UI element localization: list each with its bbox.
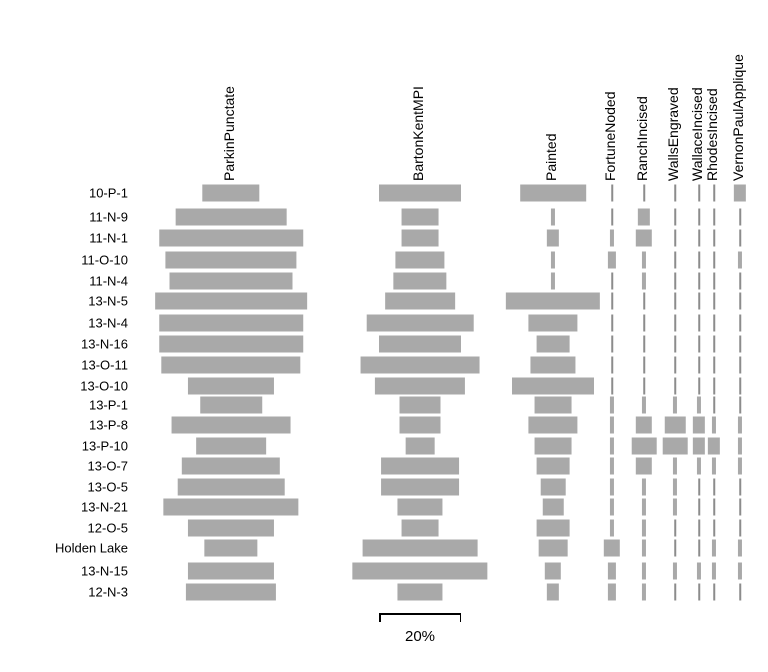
- bar: [202, 185, 259, 202]
- bar: [611, 209, 613, 226]
- bar: [713, 397, 715, 414]
- bar: [537, 520, 570, 537]
- bar: [636, 417, 652, 434]
- bar: [738, 458, 742, 475]
- bar: [642, 273, 646, 290]
- row-label-13-n-4: 13-N-4: [88, 315, 128, 331]
- row-label-13-n-16: 13-N-16: [81, 336, 128, 352]
- bar: [642, 397, 646, 414]
- bar: [697, 397, 701, 414]
- row-label-10-p-1: 10-P-1: [88, 185, 128, 201]
- bar: [712, 563, 716, 580]
- bar: [530, 357, 575, 374]
- bar: [698, 499, 700, 516]
- bar: [610, 417, 614, 434]
- bar: [673, 499, 677, 516]
- bar: [528, 315, 577, 332]
- bar: [352, 563, 487, 580]
- bar: [739, 357, 741, 374]
- bar: [674, 584, 676, 601]
- bar: [739, 230, 741, 247]
- scale-bar: [379, 613, 461, 623]
- bar: [713, 185, 715, 202]
- bar: [738, 417, 742, 434]
- bar: [547, 230, 559, 247]
- bar: [512, 378, 594, 395]
- bar: [738, 252, 742, 269]
- bar: [739, 336, 741, 353]
- bar: [698, 315, 700, 332]
- bar: [159, 230, 303, 247]
- bar: [674, 315, 676, 332]
- bar: [165, 252, 296, 269]
- bar: [713, 252, 715, 269]
- bar: [739, 584, 741, 601]
- bar: [632, 438, 657, 455]
- bar: [739, 209, 741, 226]
- bar: [375, 378, 465, 395]
- bar: [176, 209, 287, 226]
- bar: [611, 336, 613, 353]
- bar: [172, 417, 291, 434]
- bar: [506, 293, 600, 310]
- bar: [636, 230, 652, 247]
- bar: [698, 336, 700, 353]
- row-label-13-n-15: 13-N-15: [81, 563, 128, 579]
- bar: [363, 540, 478, 557]
- bar: [698, 185, 700, 202]
- bar: [698, 584, 700, 601]
- bar: [674, 273, 676, 290]
- row-label-13-o-11: 13-O-11: [81, 357, 128, 373]
- bar: [713, 584, 715, 601]
- bar: [698, 230, 700, 247]
- bar: [738, 540, 742, 557]
- bar: [537, 458, 570, 475]
- row-label-13-o-7: 13-O-7: [87, 458, 128, 474]
- bar: [642, 499, 646, 516]
- bar: [155, 293, 307, 310]
- bar: [673, 479, 677, 496]
- bar: [610, 397, 614, 414]
- bar: [713, 230, 715, 247]
- column-header-bartonkentmpi: BartonKentMPI: [410, 86, 426, 181]
- bar: [610, 520, 614, 537]
- bar: [163, 499, 298, 516]
- bar: [674, 209, 676, 226]
- bar: [182, 458, 280, 475]
- bar: [385, 293, 455, 310]
- bar: [397, 584, 442, 601]
- scale-cap-left: [379, 613, 381, 622]
- bar: [739, 378, 741, 395]
- bar: [610, 458, 614, 475]
- row-labels: [0, 0, 128, 672]
- bar: [739, 273, 741, 290]
- bar: [739, 499, 741, 516]
- bar: [739, 520, 741, 537]
- scale-label: 20%: [404, 628, 436, 645]
- bar: [539, 540, 568, 557]
- bar: [665, 417, 686, 434]
- bar: [161, 357, 300, 374]
- row-label-11-n-4: 11-N-4: [89, 273, 128, 289]
- bar: [400, 417, 441, 434]
- bar: [739, 397, 741, 414]
- bar: [381, 479, 459, 496]
- bar: [698, 209, 700, 226]
- bar: [693, 417, 705, 434]
- bar: [608, 584, 616, 601]
- bar: [611, 357, 613, 374]
- bar: [674, 336, 676, 353]
- bar: [713, 357, 715, 374]
- bar: [693, 438, 705, 455]
- row-label-13-p-1: 13-P-1: [88, 397, 128, 413]
- bar: [196, 438, 266, 455]
- bar: [537, 336, 570, 353]
- bar: [713, 315, 715, 332]
- bar: [188, 520, 274, 537]
- bar: [643, 293, 645, 310]
- bar: [674, 357, 676, 374]
- bar: [642, 584, 646, 601]
- bar: [379, 185, 461, 202]
- column-header-parkinpunctate: ParkinPunctate: [221, 86, 237, 181]
- row-label-holden-lake: Holden Lake: [55, 540, 128, 556]
- bar: [708, 438, 720, 455]
- bar: [638, 209, 650, 226]
- bar: [674, 540, 676, 557]
- bar: [674, 252, 676, 269]
- bar: [674, 230, 676, 247]
- bar: [367, 315, 474, 332]
- bar: [611, 293, 613, 310]
- row-label-13-o-10: 13-O-10: [80, 378, 128, 394]
- bar: [713, 499, 715, 516]
- scale-cap-right: [460, 613, 462, 622]
- bar: [713, 479, 715, 496]
- bar: [642, 540, 646, 557]
- bar: [541, 479, 566, 496]
- bar: [673, 397, 677, 414]
- bar: [604, 540, 620, 557]
- bar: [643, 185, 645, 202]
- column-header-fortunenoded: FortuneNoded: [602, 91, 618, 181]
- bar: [698, 252, 700, 269]
- row-label-13-n-21: 13-N-21: [81, 499, 128, 515]
- column-header-painted: Painted: [543, 133, 559, 181]
- bar: [520, 185, 586, 202]
- bar: [402, 209, 439, 226]
- bar: [712, 458, 716, 475]
- bar: [698, 293, 700, 310]
- bar: [551, 209, 555, 226]
- bar: [543, 499, 564, 516]
- bar: [643, 315, 645, 332]
- bar: [698, 520, 700, 537]
- bar: [159, 315, 303, 332]
- row-label-13-o-5: 13-O-5: [87, 479, 128, 495]
- bar: [674, 293, 676, 310]
- bar: [642, 479, 646, 496]
- bar: [611, 185, 613, 202]
- row-label-11-n-9: 11-N-9: [89, 209, 128, 225]
- bar: [734, 185, 746, 202]
- bar: [713, 209, 715, 226]
- bar: [674, 185, 676, 202]
- bar: [673, 458, 677, 475]
- bar: [697, 458, 701, 475]
- bar: [610, 499, 614, 516]
- bar: [739, 293, 741, 310]
- bar: [393, 273, 446, 290]
- column-header-vernonpaulapplique: VernonPaulApplique: [730, 54, 746, 181]
- bar: [395, 252, 444, 269]
- bar: [642, 563, 646, 580]
- bar: [713, 336, 715, 353]
- bar: [674, 520, 676, 537]
- bar: [535, 438, 572, 455]
- bar: [551, 252, 555, 269]
- column-header-rhodesincised: RhodesIncised: [704, 88, 720, 181]
- bar: [381, 458, 459, 475]
- bar: [697, 563, 701, 580]
- column-header-ranchincised: RanchIncised: [634, 96, 650, 181]
- bar: [738, 438, 742, 455]
- row-label-11-n-1: 11-N-1: [89, 230, 128, 246]
- bar: [610, 479, 614, 496]
- bar: [608, 563, 616, 580]
- bar: [186, 584, 276, 601]
- row-label-13-p-10: 13-P-10: [81, 438, 128, 454]
- bar: [400, 397, 441, 414]
- bar: [739, 315, 741, 332]
- row-label-13-p-8: 13-P-8: [88, 417, 128, 433]
- bar: [547, 584, 559, 601]
- bar: [406, 438, 435, 455]
- row-label-12-n-3: 12-N-3: [88, 584, 128, 600]
- bar: [188, 378, 274, 395]
- bar: [698, 357, 700, 374]
- bar: [698, 273, 700, 290]
- bar: [643, 378, 645, 395]
- bar: [698, 378, 700, 395]
- bar: [170, 273, 293, 290]
- bar: [611, 273, 613, 290]
- bar: [361, 357, 480, 374]
- bar: [636, 458, 652, 475]
- bar: [545, 563, 561, 580]
- bar: [200, 397, 262, 414]
- bar: [397, 499, 442, 516]
- bar: [611, 315, 613, 332]
- bar: [698, 540, 700, 557]
- row-label-13-n-5: 13-N-5: [88, 293, 128, 309]
- bar: [663, 438, 688, 455]
- bar: [739, 479, 741, 496]
- bar: [674, 378, 676, 395]
- bar: [178, 479, 285, 496]
- bar: [642, 252, 646, 269]
- bar: [643, 336, 645, 353]
- scale-rule: [379, 613, 461, 615]
- bar: [713, 273, 715, 290]
- bar: [379, 336, 461, 353]
- bar: [713, 293, 715, 310]
- bar: [712, 417, 716, 434]
- bar: [188, 563, 274, 580]
- bar: [204, 540, 257, 557]
- bar: [402, 230, 439, 247]
- bar: [528, 417, 577, 434]
- row-label-12-o-5: 12-O-5: [87, 520, 128, 536]
- bar: [551, 273, 555, 290]
- bar: [738, 563, 742, 580]
- column-header-wallsengraved: WallsEngraved: [665, 87, 681, 181]
- bar: [712, 540, 716, 557]
- bar: [642, 520, 646, 537]
- bar: [643, 357, 645, 374]
- bar: [610, 230, 614, 247]
- bar: [673, 563, 677, 580]
- column-header-wallaceincised: WallaceIncised: [689, 87, 705, 181]
- bar: [611, 378, 613, 395]
- bar: [713, 378, 715, 395]
- bar: [713, 520, 715, 537]
- bar: [698, 479, 700, 496]
- bar: [535, 397, 572, 414]
- bar: [610, 438, 614, 455]
- row-label-11-o-10: 11-O-10: [81, 252, 128, 268]
- bar: [402, 520, 439, 537]
- bar: [608, 252, 616, 269]
- bar: [159, 336, 303, 353]
